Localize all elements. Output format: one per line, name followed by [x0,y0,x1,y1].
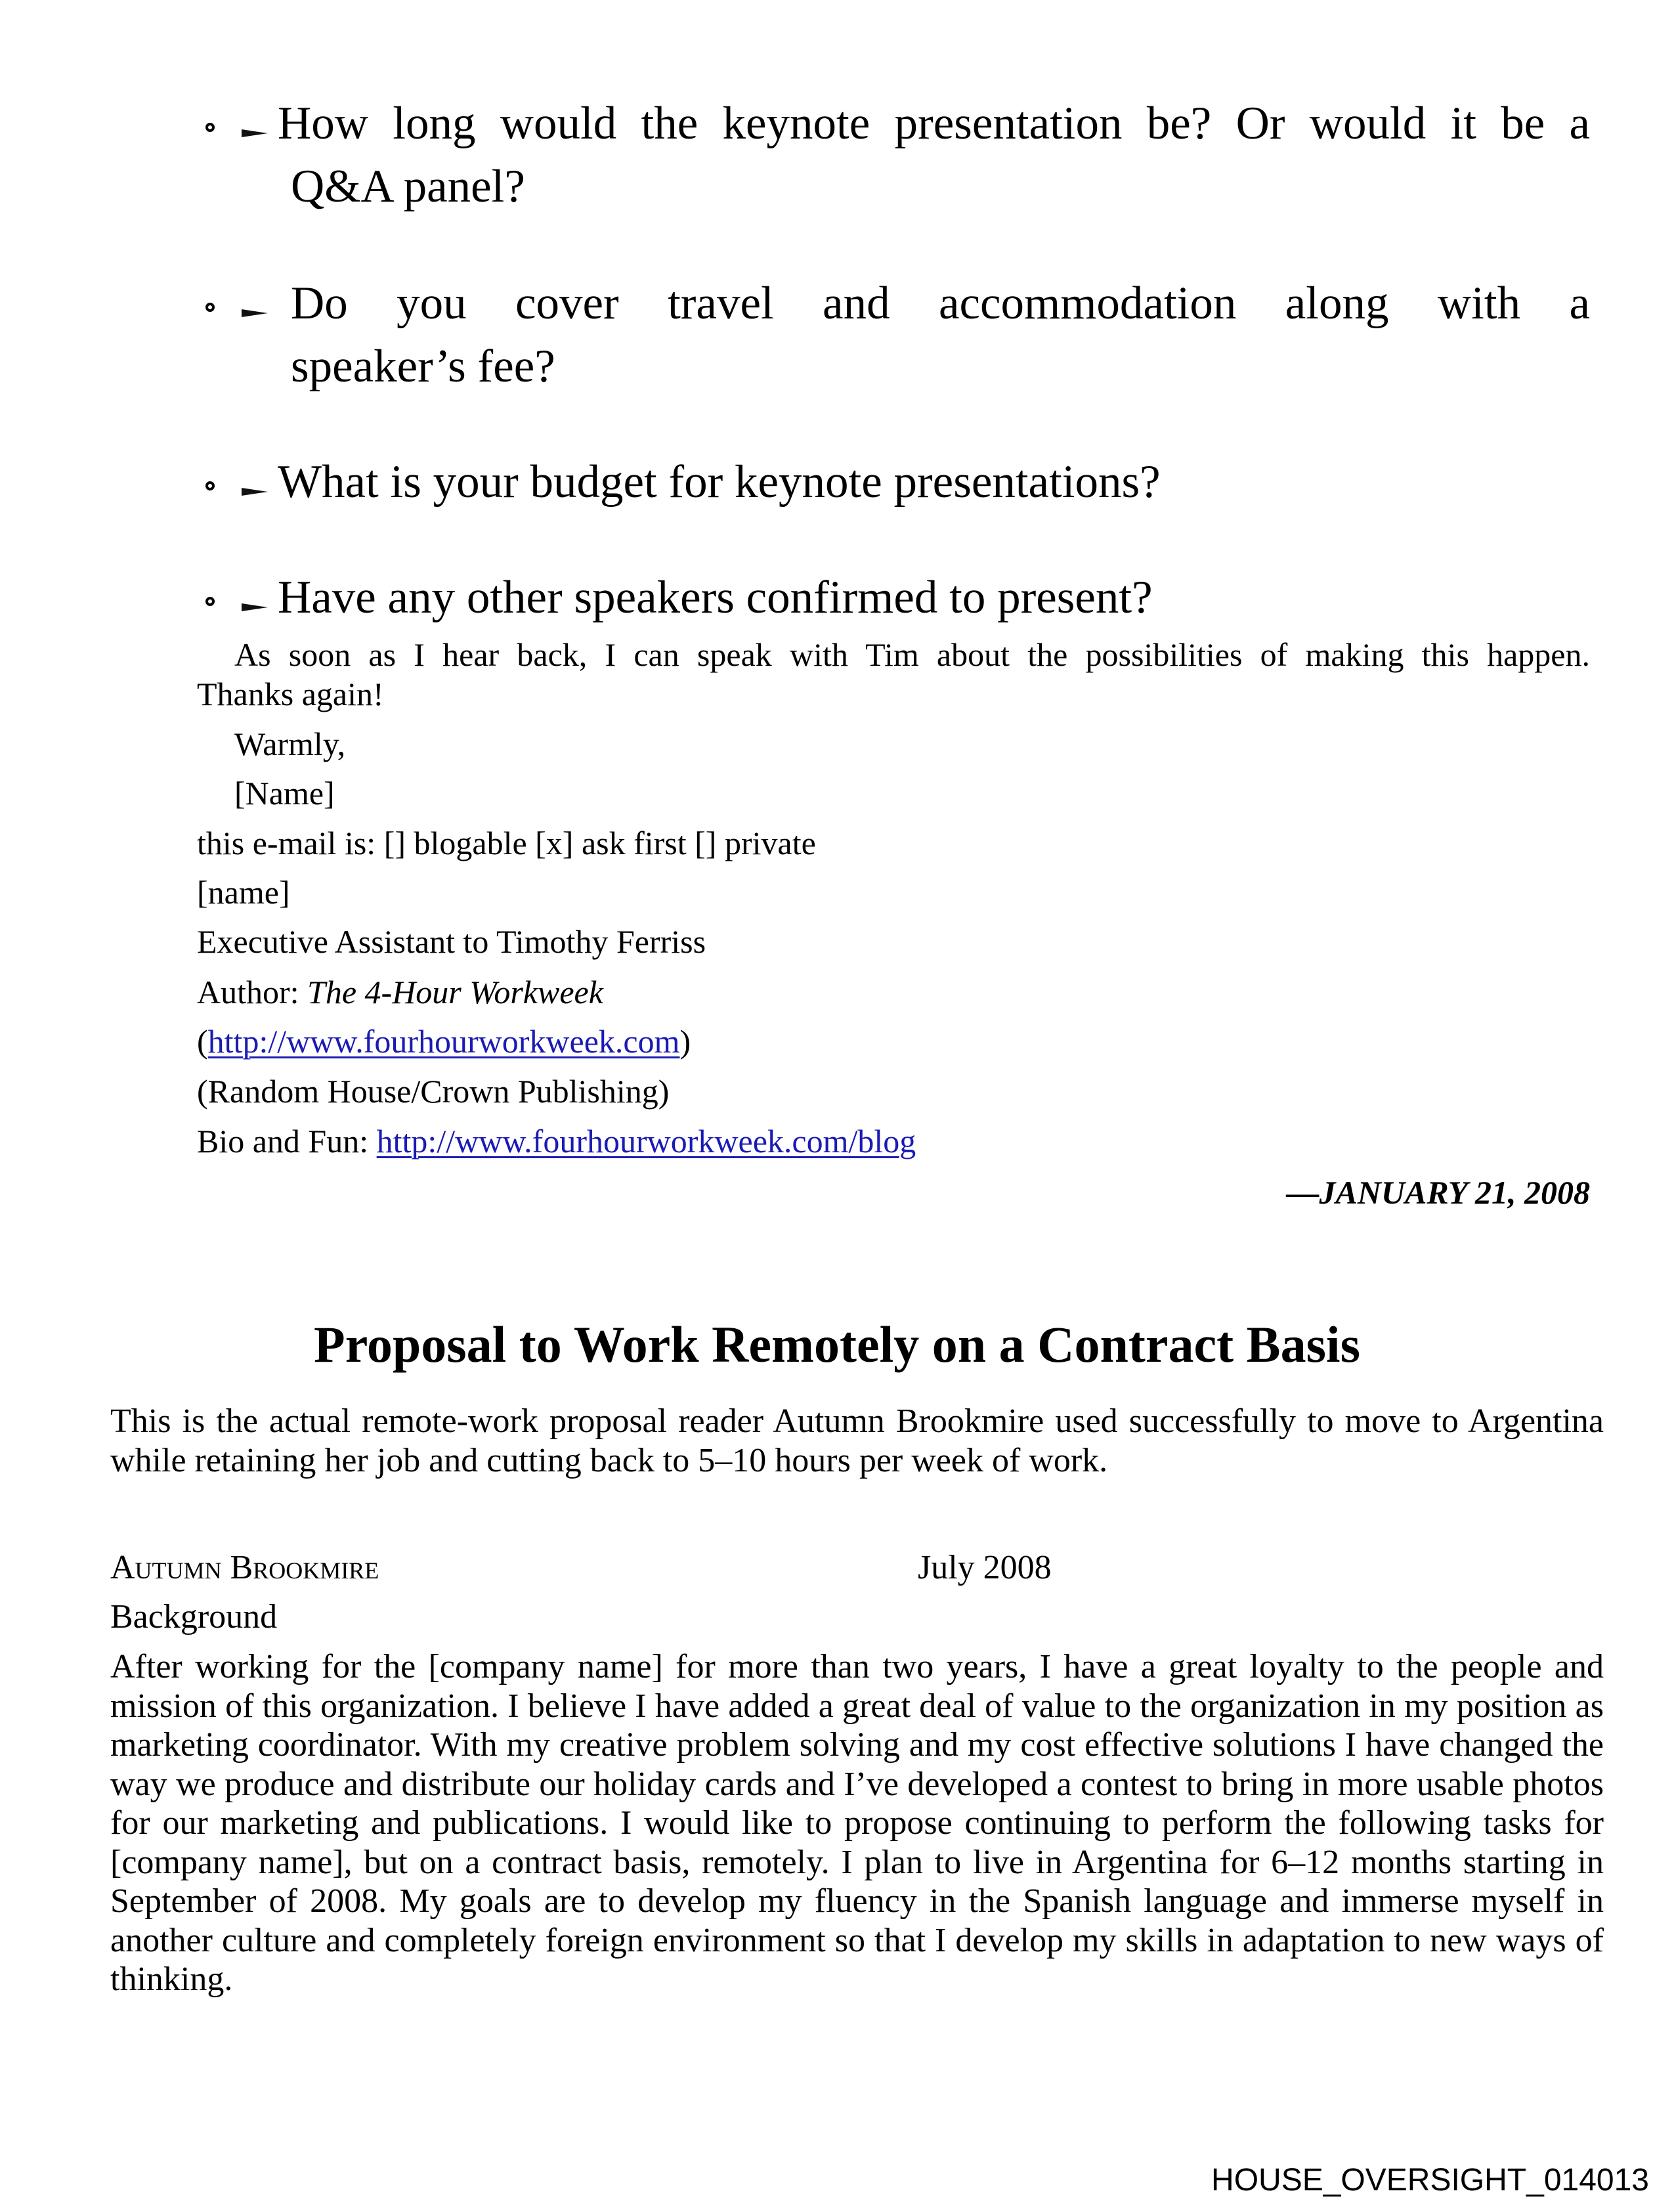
email-date: —JANUARY 21, 2008 [1286,1174,1590,1211]
privacy-line: this e-mail is: [] blogable [x] ask first [] private [197,825,816,861]
subsection-heading: Background [110,1598,278,1636]
arrow-bullet-icon [242,129,268,137]
question-list-item [197,450,1590,516]
paren-close: ) [679,1023,691,1060]
author-name: Autumn Brookmire [110,1549,379,1586]
blog-link[interactable]: http://www.fourhourworkweek.com/blog [376,1123,916,1160]
sender-name: [name] [197,874,290,911]
background-paragraph: After working for the [company name] for more than two years, I have a great loyalty to the people and mission of this organization. I believe I have added a great deal of value to the organization in my position as marketing coordinator. With my creative problem solving and my cost effective solutions I have changed the way we produce and distribute our holiday cards and I’ve developed a contest to bring in more usable photos for our marketing and publications. I would like to propose continuing to perform the following tasks for [company name], but on a contract basis, remotely. I plan to live in Argentina for 6–12 months starting in September of 2008. My goals are to develop my fluency in the Spanish language and immerse myself in another culture and completely foreign environment so that I develop my skills in adaptation to new ways of thinking. [110,1648,1604,1998]
bio-label: Bio and Fun: [197,1123,377,1160]
proposal-date: July 2008 [918,1549,1052,1586]
circle-bullet-icon [205,597,215,606]
question-text: What is your budget for keynote presentations? [278,456,1161,508]
signoff: Warmly, [234,726,346,762]
signature-name: [Name] [234,775,335,812]
author-line [197,972,603,1012]
section-title: Proposal to Work Remotely on a Contract Basis [314,1316,1360,1373]
question-line: Do you cover travel and accommodation along with a [291,278,1590,329]
arrow-bullet-icon [242,603,268,611]
arrow-bullet-icon [242,309,268,317]
proposal-author [110,1548,379,1588]
question-list-item [197,92,1590,223]
book-title: The 4-Hour Workweek [307,974,603,1010]
sender-title: Executive Assistant to Timothy Ferriss [197,923,706,960]
circle-bullet-icon [205,481,215,490]
bio-line [197,1121,916,1161]
closing-line: Thanks again! [197,676,384,712]
circle-bullet-icon [205,123,215,132]
author-label: Author: [197,974,308,1010]
question-text [278,92,1590,218]
question-list-item [197,272,1590,403]
circle-bullet-icon [205,303,215,312]
question-line: How long would the keynote presentation be? Or would it be a [278,98,1590,149]
document-id: HOUSE_OVERSIGHT_014013 [1211,2163,1649,2198]
paren-open: ( [197,1023,208,1060]
closing-paragraph [197,635,1590,714]
publisher-line: (Random House/Crown Publishing) [197,1073,670,1110]
closing-line: As soon as I hear back, I can speak with Tim about the possibilities of making this happen. [234,636,1590,673]
question-text [291,272,1590,398]
intro-paragraph: This is the actual remote-work proposal reader Autumn Brookmire used successfully to move to Argentina while retaining her job and cutting back to 5–10 hours per week of work. [110,1402,1604,1479]
website-link[interactable]: http://www.fourhourworkweek.com [207,1023,680,1060]
question-list-item [197,566,1590,632]
arrow-bullet-icon [242,488,268,496]
website-line [197,1022,691,1061]
question-line: speaker’s fee? [291,341,555,392]
question-line: Q&A panel? [291,161,525,212]
question-text: Have any other speakers confirmed to present? [278,572,1153,623]
